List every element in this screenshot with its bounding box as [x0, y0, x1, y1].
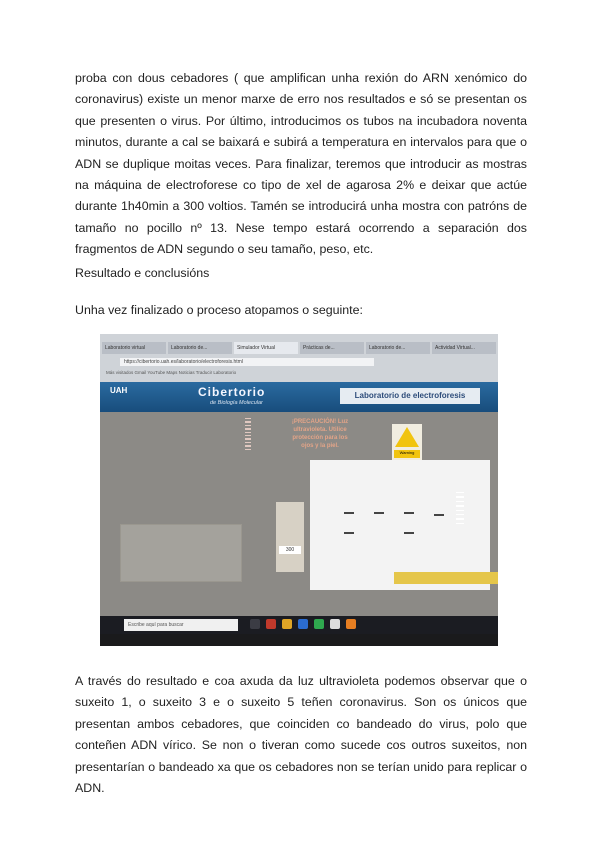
check-icon: [314, 619, 324, 629]
monitor-bezel: [100, 634, 498, 646]
notes-icon: [330, 619, 340, 629]
gel-band: [374, 512, 384, 514]
browser-tab: Laboratorio de...: [366, 342, 430, 354]
gel-band: [344, 532, 354, 534]
lab-title: Laboratorio de electroforesis: [340, 388, 480, 404]
paragraph-intro-result: Unha vez finalizado o proceso atopamos o seguinte:: [75, 303, 363, 317]
store-icon: [298, 619, 308, 629]
browser-tabs: [102, 342, 496, 354]
taskbar-search: Escribe aquí para buscar: [124, 619, 238, 631]
windows-taskbar: [100, 616, 498, 634]
browser-tab: Laboratorio virtual: [102, 342, 166, 354]
gel-band: [434, 514, 444, 516]
gel-band: [344, 512, 354, 514]
site-brand-subtitle: de Biología Molecular: [210, 400, 263, 406]
uv-warning-text: ¡PRECAUCIÓN! Luz ultravioleta. Utilice protección para los ojos y la piel.: [291, 419, 349, 449]
task-view-icon: [250, 619, 260, 629]
browser-tab: Simulador Virtual: [234, 342, 298, 354]
paragraph-conclusion: A través do resultado e coa axuda da luz ultravioleta podemos observar que o suxeito 1, o suxeito 3 e o suxeito 5 teñen coronavirus. Son os únicos que presentan ambos cebadores, que coinciden co bandeado do virus, polo que conteñen ADN vírico. Se non o tiveran como sucede cos outros suxeitos, non presentarían o bandeado xa que os cebadores non se terían unido para replicar o ADN.: [75, 674, 527, 796]
warning-label: Warning: [394, 450, 420, 458]
bookmarks-bar: Más visitados Gmail YouTube Maps Noticias Traducir Laboratorio: [106, 370, 237, 375]
section-heading: Resultado e conclusións: [75, 266, 210, 280]
control-panel: [120, 524, 242, 582]
ruler: [394, 572, 498, 584]
paragraph-procedure: proba con dous cebadores ( que amplifican unha rexión do ARN xenómico do coronavirus) existe un menor marxe de erro nos resultados e só se presentan os que presenten o virus. Por último, introducimos os tubos na incubadora noventa minutos, durante a cal se baixará e subirá a temperatura en intervalos para que o ADN se duplique moitas veces. Para finalizar, teremos que introducir as mostras na máquina de electroforese co tipo de xel de agarosa 2% e deixar que actúe durante 1h40min a 300 voltios. Tamén se introducirá unha mostra con patróns de tamaño no pocillo nº 13. Nese tempo estará ocorrendo a separación dos fragmentos de ADN segundo o seu tamaño, peso, etc.: [75, 71, 527, 257]
browser-tab: Laboratorio de...: [168, 342, 232, 354]
screenshot-photo: [100, 334, 498, 646]
site-brand: Cibertorio: [198, 385, 266, 399]
taskbar-icons: [250, 619, 356, 629]
warning-icon: [395, 427, 419, 447]
voltage-value: 300: [279, 546, 301, 554]
address-bar: https://cibertorio.uah.es/laboratorio/electroforesis.html: [120, 358, 374, 366]
size-ladder: [456, 492, 464, 527]
gel-band: [404, 512, 414, 514]
marker-ladder: [245, 418, 251, 452]
opera-icon: [266, 619, 276, 629]
folder-icon: [282, 619, 292, 629]
site-header: [100, 382, 498, 412]
firefox-icon: [346, 619, 356, 629]
warning-sign: [392, 424, 422, 462]
gel-band: [404, 532, 414, 534]
browser-tab: Prácticas de...: [300, 342, 364, 354]
lab-workspace: [100, 412, 498, 616]
uah-logo: UAH: [110, 386, 128, 395]
browser-tab: Actividad Virtual...: [432, 342, 496, 354]
voltage-panel: [276, 502, 304, 572]
browser-chrome: [100, 334, 498, 382]
